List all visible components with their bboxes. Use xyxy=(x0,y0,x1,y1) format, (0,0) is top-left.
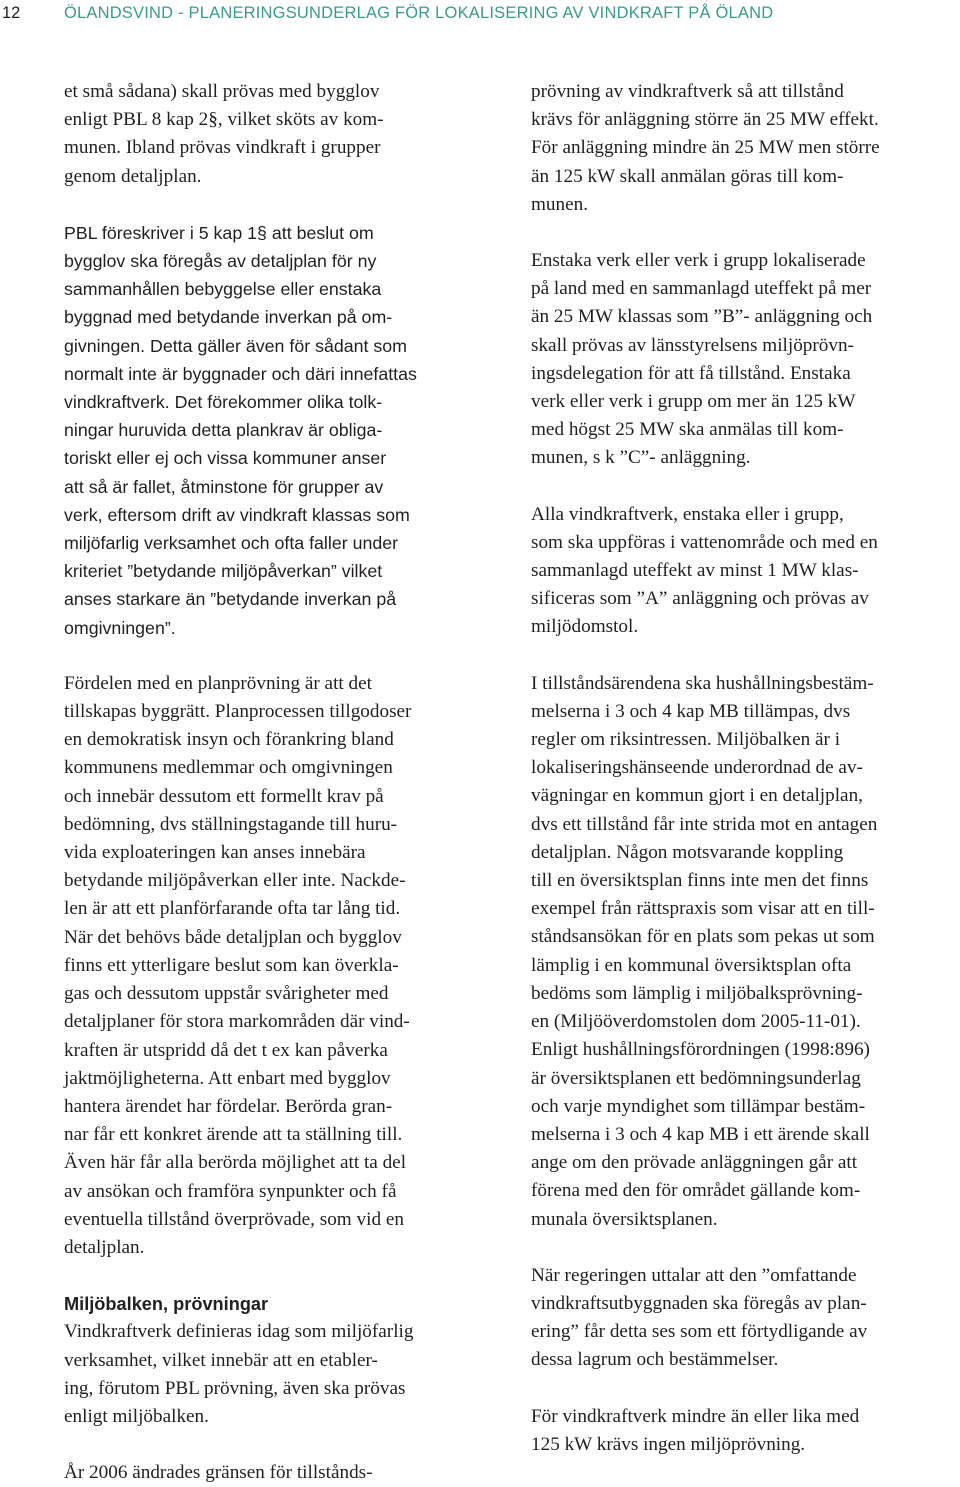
text-line: miljöfarlig verksamhet och ofta faller under xyxy=(64,533,399,554)
text-line: Vindkraftverk definieras idag som miljöfarlig xyxy=(64,1321,414,1343)
paragraph xyxy=(531,78,960,219)
text-line: bedömning, dvs ställningstagande till huru- xyxy=(64,813,398,835)
text-line: ering” får detta ses som ett förtydligande av xyxy=(531,1321,868,1343)
text-line: Alla vindkraftverk, enstaka eller i grupp, xyxy=(531,503,844,525)
text-line: ningar huruvida detta plankrav är obliga- xyxy=(64,420,383,441)
paragraph xyxy=(64,670,494,1262)
paragraph xyxy=(531,1262,960,1375)
text-line: kommunens medlemmar och omgivningen xyxy=(64,757,393,779)
text-line: Enligt hushållningsförordningen (1998:896) xyxy=(531,1039,870,1061)
text-line: melserna i 3 och 4 kap MB i ett ärende skall xyxy=(531,1123,870,1145)
text-line: jaktmöjligheterna. Att enbart med bygglov xyxy=(64,1067,391,1089)
text-line: tillskapas byggrätt. Planprocessen tillgodoser xyxy=(64,701,412,723)
running-title: ÖLANDSVIND - PLANERINGSUNDERLAG FÖR LOKALISERING AV VINDKRAFT PÅ ÖLAND xyxy=(64,4,774,22)
text-line: dvs ett tillstånd får inte strida mot en antagen xyxy=(531,813,878,835)
text-line: nar får ett konkret ärende att ta ställning till. xyxy=(64,1124,403,1146)
text-line: År 2006 ändrades gränsen för tillstånds- xyxy=(64,1462,373,1484)
text-line: än 125 kW skall anmälan göras till kom- xyxy=(531,165,844,187)
text-line: detaljplan. Någon motsvarande koppling xyxy=(531,841,844,863)
text-line: krävs för anläggning större än 25 MW effekt. xyxy=(531,109,879,131)
text-line: I tillståndsärendena ska hushållningsbestäm- xyxy=(531,672,874,694)
text-line: gas och dessutom uppstår svårigheter med xyxy=(64,983,389,1005)
left-column xyxy=(64,78,494,1487)
text-line: hantera ärendet har fördelar. Berörda gran- xyxy=(64,1095,393,1117)
text-line: en demokratisk insyn och förankring bland xyxy=(64,729,394,751)
text-line: som ska uppföras i vattenområde och med en xyxy=(531,531,878,553)
text-line: regler om riksintressen. Miljöbalken är i xyxy=(531,729,841,751)
paragraph xyxy=(531,1403,960,1459)
text-line: givningen. Detta gäller även för sådant som xyxy=(64,335,407,356)
text-line: omgivningen”. xyxy=(64,617,176,638)
text-line: dessa lagrum och bestämmelser. xyxy=(531,1349,779,1371)
text-line: vindkraftsutbyggnaden ska föregås av plan- xyxy=(531,1292,867,1314)
text-line: ingsdelegation för att få tillstånd. Enstaka xyxy=(531,362,851,384)
text-line: att så är fallet, åtminstone för grupper av xyxy=(64,476,384,497)
text-line: exempel från rättspraxis som visar att en till- xyxy=(531,898,875,920)
text-line: förena med den för området gällande kom- xyxy=(531,1180,861,1202)
text-line: lokaliseringshänseende underordnad de av- xyxy=(531,757,863,779)
text-line: kriteriet ”betydande miljöpåverkan” vilket xyxy=(64,561,383,582)
text-line: verk, eftersom drift av vindkraft klassas som xyxy=(64,504,410,525)
text-line: För anläggning mindre än 25 MW men större xyxy=(531,137,880,159)
text-line: byggnad med betydande inverkan på om- xyxy=(64,307,393,328)
text-line: munala översiktsplanen. xyxy=(531,1208,718,1230)
text-line: genom detaljplan. xyxy=(64,165,202,187)
paragraph xyxy=(64,78,494,191)
text-line: munen. xyxy=(531,193,589,215)
paragraph xyxy=(531,501,960,642)
text-line: Fördelen med en planprövning är att det xyxy=(64,672,372,694)
text-line: vida exploateringen kan anses innebära xyxy=(64,842,366,864)
text-line: och innebär dessutom ett formellt krav på xyxy=(64,785,384,807)
text-line: anses starkare än ”betydande inverkan på xyxy=(64,589,397,610)
text-line: ståndsansökan för en plats som pekas ut som xyxy=(531,926,875,948)
text-line: eventuella tillstånd överprövade, som vid en xyxy=(64,1208,404,1230)
text-line: än 25 MW klassas som ”B”- anläggning och xyxy=(531,306,873,328)
text-line: ange om den prövade anläggningen går att xyxy=(531,1152,858,1174)
text-line: prövning av vindkraftverk så att tillstånd xyxy=(531,81,844,102)
text-line: finns ett ytterligare beslut som kan överkla- xyxy=(64,954,399,976)
text-line: av ansökan och framföra synpunkter och få xyxy=(64,1180,397,1202)
text-line: verksamhet, vilket innebär att en etabler- xyxy=(64,1349,378,1371)
text-line: enligt PBL 8 kap 2§, vilket sköts av kom- xyxy=(64,109,384,131)
text-line: är översiktsplanen ett bedömningsunderlag xyxy=(531,1067,861,1089)
text-line: ing, förutom PBL prövning, även ska prövas xyxy=(64,1377,406,1399)
text-line: melserna i 3 och 4 kap MB tillämpas, dvs xyxy=(531,700,851,722)
text-line: och varje myndighet som tillämpar bestäm- xyxy=(531,1095,866,1117)
text-line: Även här får alla berörda möjlighet att ta del xyxy=(64,1152,407,1174)
text-line: bedöms som lämplig i miljöbalksprövning- xyxy=(531,982,863,1004)
text-line: med högst 25 MW ska anmälas till kom- xyxy=(531,419,844,441)
page-number: 12 xyxy=(2,4,21,22)
text-line: sammanlagd uteffekt av minst 1 MW klas- xyxy=(531,560,859,582)
text-line: detaljplan. xyxy=(64,1236,145,1258)
text-line: betydande miljöpåverkan eller inte. Nackde- xyxy=(64,870,406,892)
text-line: PBL föreskriver i 5 kap 1§ att beslut om xyxy=(64,222,374,243)
text-line: lämplig i en kommunal översiktsplan ofta xyxy=(531,954,852,976)
text-line: till en översiktsplan finns inte men det finns xyxy=(531,870,869,892)
text-line: 125 kW krävs ingen miljöprövning. xyxy=(531,1433,806,1455)
text-line: munen, s k ”C”- anläggning. xyxy=(531,447,751,469)
text-line: en (Miljööverdomstolen dom 2005-11-01). xyxy=(531,1011,861,1033)
text-line: När det behövs både detaljplan och bygglov xyxy=(64,926,402,948)
text-line: sificeras som ”A” anläggning och prövas av xyxy=(531,588,869,610)
text-line: vägningar en kommun gjort i en detaljplan, xyxy=(531,785,863,807)
page-header xyxy=(0,4,960,28)
text-line: munen. Ibland prövas vindkraft i grupper xyxy=(64,137,381,159)
paragraph xyxy=(531,670,960,1234)
text-line: kraften är utspridd då det t ex kan påverka xyxy=(64,1039,388,1061)
paragraph xyxy=(531,247,960,473)
right-column xyxy=(531,78,960,1459)
text-line: För vindkraftverk mindre än eller lika med xyxy=(531,1405,860,1427)
text-line: toriskt eller ej och vissa kommuner anser xyxy=(64,448,387,469)
section-heading: Miljöbalken, prövningar xyxy=(64,1294,269,1315)
text-line: på land med en sammanlagd uteffekt på mer xyxy=(531,278,872,300)
text-line: detaljplaner för stora markområden där vind- xyxy=(64,1011,410,1033)
text-line: enligt miljöbalken. xyxy=(64,1405,209,1427)
paragraph xyxy=(64,1459,494,1487)
text-line: verk eller verk i grupp om mer än 125 kW xyxy=(531,391,856,413)
text-line: skall prövas av länsstyrelsens miljöprövn- xyxy=(531,334,854,356)
text-line: bygglov ska föregås av detaljplan för ny xyxy=(64,251,377,272)
text-line: len är att ett planförfarande ofta tar lång tid. xyxy=(64,898,401,920)
text-line: miljödomstol. xyxy=(531,616,639,638)
text-line: sammanhållen bebyggelse eller enstaka xyxy=(64,279,382,300)
paragraph xyxy=(64,1318,494,1431)
text-line: normalt inte är byggnader och däri innefattas xyxy=(64,363,417,384)
paragraph xyxy=(64,219,494,642)
text-line: Enstaka verk eller verk i grupp lokaliserade xyxy=(531,250,866,272)
text-line: vindkraftverk. Det förekommer olika tolk- xyxy=(64,392,383,413)
text-line: et små sådana) skall prövas med bygglov xyxy=(64,81,380,102)
text-line: När regeringen uttalar att den ”omfattande xyxy=(531,1264,857,1286)
